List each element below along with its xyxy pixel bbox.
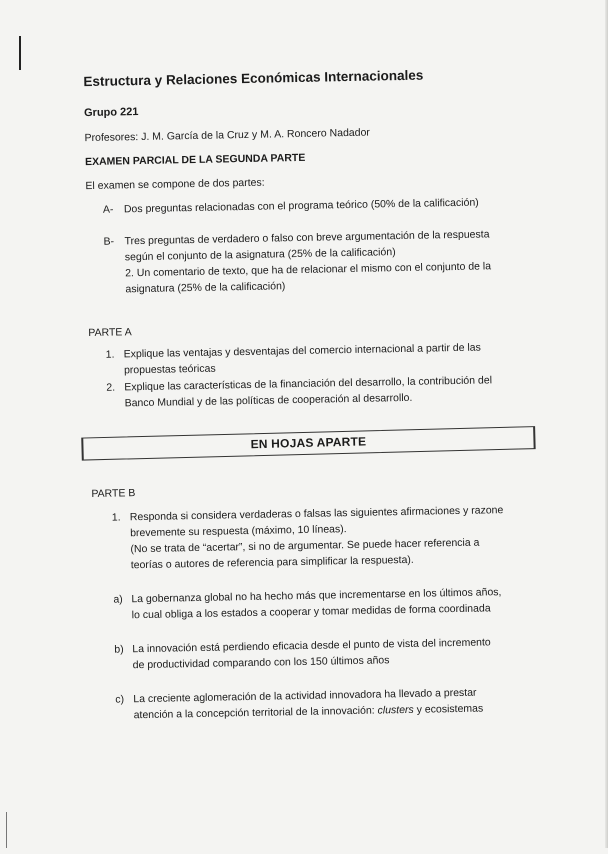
part-b-summary-line2: según el conjunto de la asignatura (25% de la calificación): [124, 246, 396, 264]
part-b-q1-line4: teorías o autores de referencia para simplificar la respuesta).: [130, 553, 414, 572]
course-title: Estructura y Relaciones Económicas Internacionales: [83, 67, 424, 90]
part-b-q1-line2: brevemente su respuesta (máximo, 10 líneas).: [130, 523, 347, 540]
statement-c-line1: La creciente aglomeración de la actividad innovadora ha llevado a prestar: [133, 686, 477, 706]
separate-sheets-label: EN HOJAS APARTE: [250, 434, 367, 452]
statement-c-line2-start: atención a la concepción territorial de la innovación:: [133, 704, 378, 722]
separate-sheets-box: [81, 426, 535, 460]
part-b-q1-line1: Responda si considera verdaderas o falsas las siguientes afirmaciones y razone: [129, 504, 504, 524]
part-b-summary-label: B-: [103, 235, 115, 248]
part-b-heading: PARTE B: [91, 487, 136, 501]
statement-c-clusters: clusters: [377, 703, 414, 717]
exam-title: EXAMEN PARCIAL DE LA SEGUNDA PARTE: [84, 151, 306, 169]
part-b-summary-line4: asignatura (25% de la calificación): [125, 280, 286, 296]
group-label: Grupo 221: [83, 106, 139, 120]
part-a-summary-text: Dos preguntas relacionadas con el programa teórico (50% de la calificación): [123, 196, 479, 216]
part-a-q2-number: 2.: [106, 381, 116, 394]
statement-c-line2-end: y ecosistemas: [413, 702, 484, 716]
part-b-q1-line3: (No se trata de “acertar”, si no de argumentar. Se puede hacer referencia a: [130, 536, 480, 556]
statement-a-line2: lo cual obliga a los estados a cooperar y tomar medidas de forma coordinada: [131, 602, 491, 622]
part-b-summary-line3: 2. Un comentario de texto, que ha de relacionar el mismo con el conjunto de la: [125, 260, 492, 280]
part-a-heading: PARTE A: [88, 326, 132, 340]
statement-a-line1: La gobernanza global no ha hecho más que incrementarse en los últimos años,: [131, 586, 502, 606]
statement-c-label: c): [115, 693, 125, 706]
professors-line: Profesores: J. M. García de la Cruz y M. A. Roncero Nadador: [84, 126, 370, 145]
part-a-q1-line2: propuestas teóricas: [123, 362, 216, 377]
exam-intro: El examen se compone de dos partes:: [85, 176, 265, 193]
part-b-summary-line1: Tres preguntas de verdadero o falso con breve argumentación de la respuesta: [124, 228, 490, 248]
statement-c-line2: [134, 703, 484, 723]
part-b-q1-number: 1.: [111, 511, 121, 524]
statement-a-label: a): [113, 593, 123, 606]
part-a-q2-line1: Explique las características de la financiación del desarrollo, la contribución del: [124, 374, 493, 394]
part-a-q1-number: 1.: [105, 348, 115, 361]
part-a-summary-label: A-: [102, 203, 114, 216]
statement-b-line2: de productividad comparando con los 150 últimos años: [132, 654, 390, 672]
part-a-q1-line1: Explique las ventajas y desventajas del comercio internacional a partir de las: [123, 341, 481, 361]
statement-b-line1: La innovación está perdiendo eficacia desde el punto de vista del incremento: [132, 636, 491, 656]
part-a-q2-line2: Banco Mundial y de las políticas de cooperación al desarrollo.: [124, 391, 413, 410]
statement-b-label: b): [114, 643, 124, 656]
